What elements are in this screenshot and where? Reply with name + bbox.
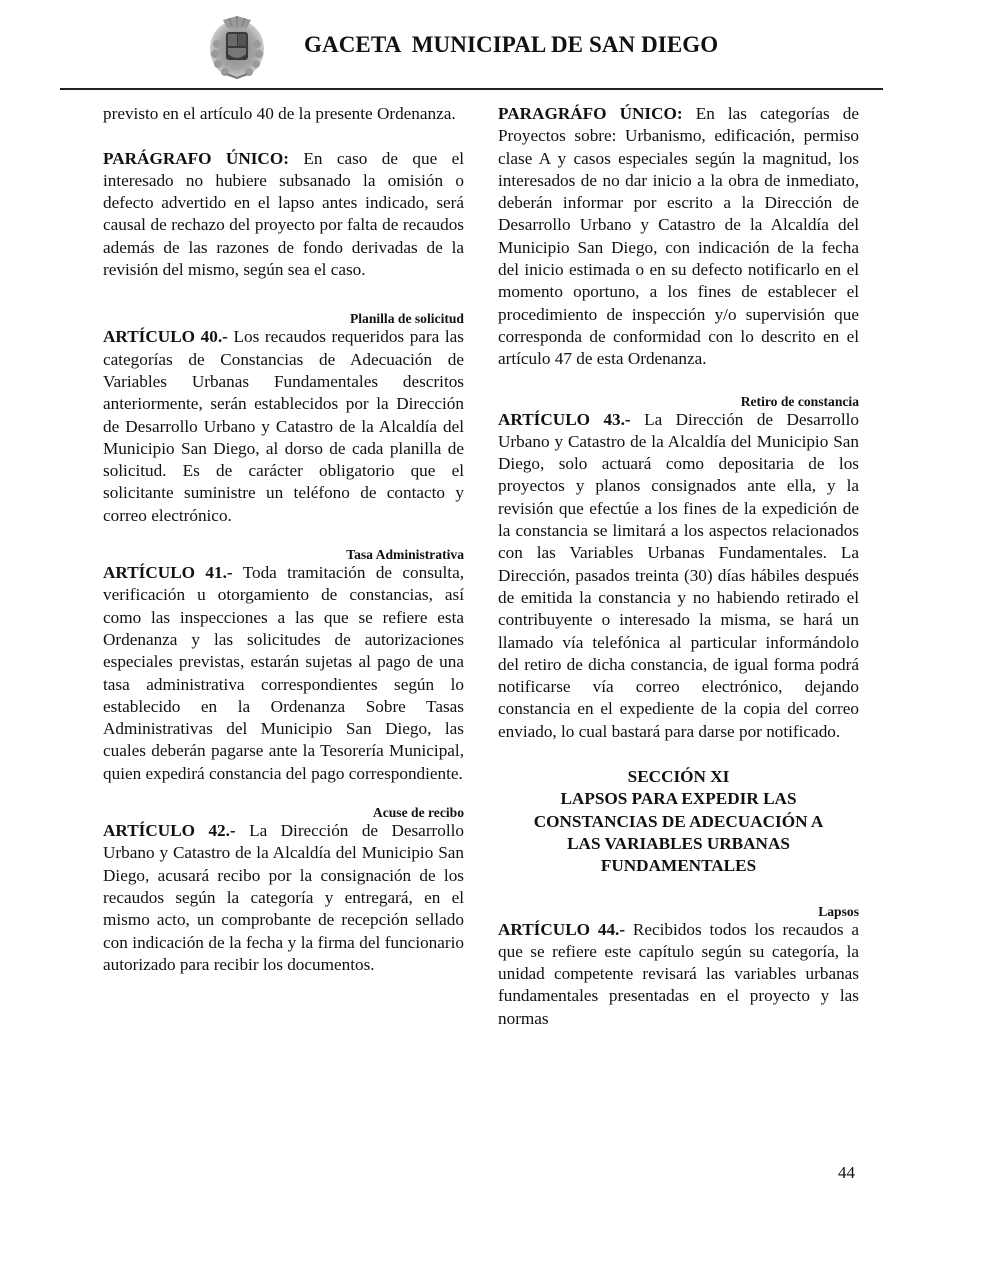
article-text: Toda tramitación de consulta, verificación u otorgamiento de constancias, así como las inspecciones a las que se refiere esta Ordenanza y las solicitudes de autorizaciones especiales previstas, estarán sujetas al pago de una tasa administrativa correspondientes según lo establecido en la Ordenanza Sobre Tasas Administrativas del Municipio San Diego, las cuales deberán pagarse ante la Tesorería Municipal, quien expedirá constancia del pago correspondiente.	[103, 563, 464, 783]
right-column	[498, 103, 859, 1030]
paragrafo-text: En caso de que el interesado no hubiere subsanado la omisión o defecto advertido en el lapso antes indicado, será causal de rechazo del proyecto por falta de recaudos además de las razones de fondo derivadas de la revisión del mismo, según sea el caso.	[103, 148, 464, 280]
coat-of-arms-logo-icon	[209, 14, 265, 80]
article-40	[103, 326, 464, 527]
section-title-line: FUNDAMENTALES	[600, 856, 757, 876]
article-44	[498, 919, 859, 1030]
article-label: ARTÍCULO 41.-	[103, 563, 233, 583]
paragrafo-label: PARAGRÁFO ÚNICO:	[498, 104, 683, 123]
page-number: 44	[838, 1163, 855, 1182]
page-header	[0, 0, 990, 95]
section-heading	[498, 766, 859, 877]
side-title-article-42: Acuse de recibo	[372, 805, 464, 821]
paragrafo-text: En las categorías de Proyectos sobre: Urbanismo, edificación, permiso clase A y casos especiales según la magnitud, los interesados de no dar inicio a la obra de inmediato, deberán informar por escrito a la Dirección de Desarrollo Urbano y Catastro de la Alcaldía del Municipio San Diego, con indicación de la fecha del inicio estimada o en su defecto notificarlo en el momento oportuno, a los fines de establecer el procedimiento de inspección y/o supervisión que corresponda de conformidad con lo descrito en el artículo 47 de esta Ordenanza.	[498, 104, 859, 369]
side-title-article-41: Tasa Administrativa	[346, 547, 464, 563]
section-title-line: LAS VARIABLES URBANAS	[567, 833, 790, 853]
side-title-article-40: Planilla de solicitud	[349, 311, 464, 327]
article-41	[103, 562, 464, 785]
article-text: La Dirección de Desarrollo Urbano y Catastro de la Alcaldía del Municipio San Diego, acusará recibo por la consignación de los recaudos según la categoría y entregará, en el mismo acto, un comprobante de recepción sellado con indicación de la fecha y la firma del funcionario autorizado para recibir los documentos.	[103, 821, 464, 974]
paragrafo-label: PARÁGRAFO ÚNICO:	[103, 148, 289, 168]
article-text: Recibidos todos los recaudos a que se refiere este capítulo según su categoría, la unidad competente revisará las variables urbanas fundamentales presentadas en el proyecto y las normas	[498, 919, 859, 1028]
paragrafo-unico-left	[103, 148, 464, 282]
side-title-article-43: Retiro de constancia	[740, 393, 859, 409]
section-title-line: CONSTANCIAS DE ADECUACIÓN A	[533, 811, 824, 831]
article-label: ARTÍCULO 43.-	[498, 409, 631, 429]
article-label: ARTÍCULO 42.-	[103, 821, 236, 841]
continuation-paragraph: previsto en el artículo 40 de la presente Ordenanza.	[103, 104, 456, 123]
article-43	[498, 409, 859, 743]
header-divider	[60, 88, 883, 90]
section-number: SECCIÓN XI	[627, 767, 730, 787]
article-42	[103, 820, 464, 976]
article-label: ARTÍCULO 40.-	[103, 327, 228, 347]
article-label: ARTÍCULO 44.-	[498, 919, 626, 939]
left-column	[103, 103, 464, 976]
gazette-title: GACETA MUNICIPAL DE SAN DIEGO	[304, 32, 719, 57]
side-title-article-44: Lapsos	[818, 903, 859, 919]
article-text: Los recaudos requeridos para las categorías de Constancias de Adecuación de Variables Urbanas Fundamentales descritos anteriormente, serán establecidos por la Dirección de Desarrollo Urbano y Catastro de la Alcaldía del Municipio San Diego, al dorso de cada planilla de solicitud. Es de carácter obligatorio que el solicitante suministre un teléfono de contacto y correo electrónico.	[103, 327, 464, 525]
article-text: La Dirección de Desarrollo Urbano y Catastro de la Alcaldía del Municipio San Diego, solo actuará como depositaria de los proyectos y planos consignados ante ella, y la revisión que efectúe a los fines de la expedición de la constancia se limitará a los aspectos relacionados con las Variables Urbanas Fundamentales. La Dirección, pasados treinta (30) días hábiles después de emitida la constancia y no habiendo retirado el contribuyente o interesado la misma, se hará un llamado vía telefónica al particular informándolo del retiro de dicha constancia, de igual forma podrá notificarse vía correo electrónico, dejando constancia en el expediente de la copia del correo enviado, lo cual bastará para darse por notificado.	[498, 409, 859, 741]
section-title-line: LAPSOS PARA EXPEDIR LAS	[560, 789, 797, 809]
paragrafo-unico-right	[498, 103, 859, 371]
